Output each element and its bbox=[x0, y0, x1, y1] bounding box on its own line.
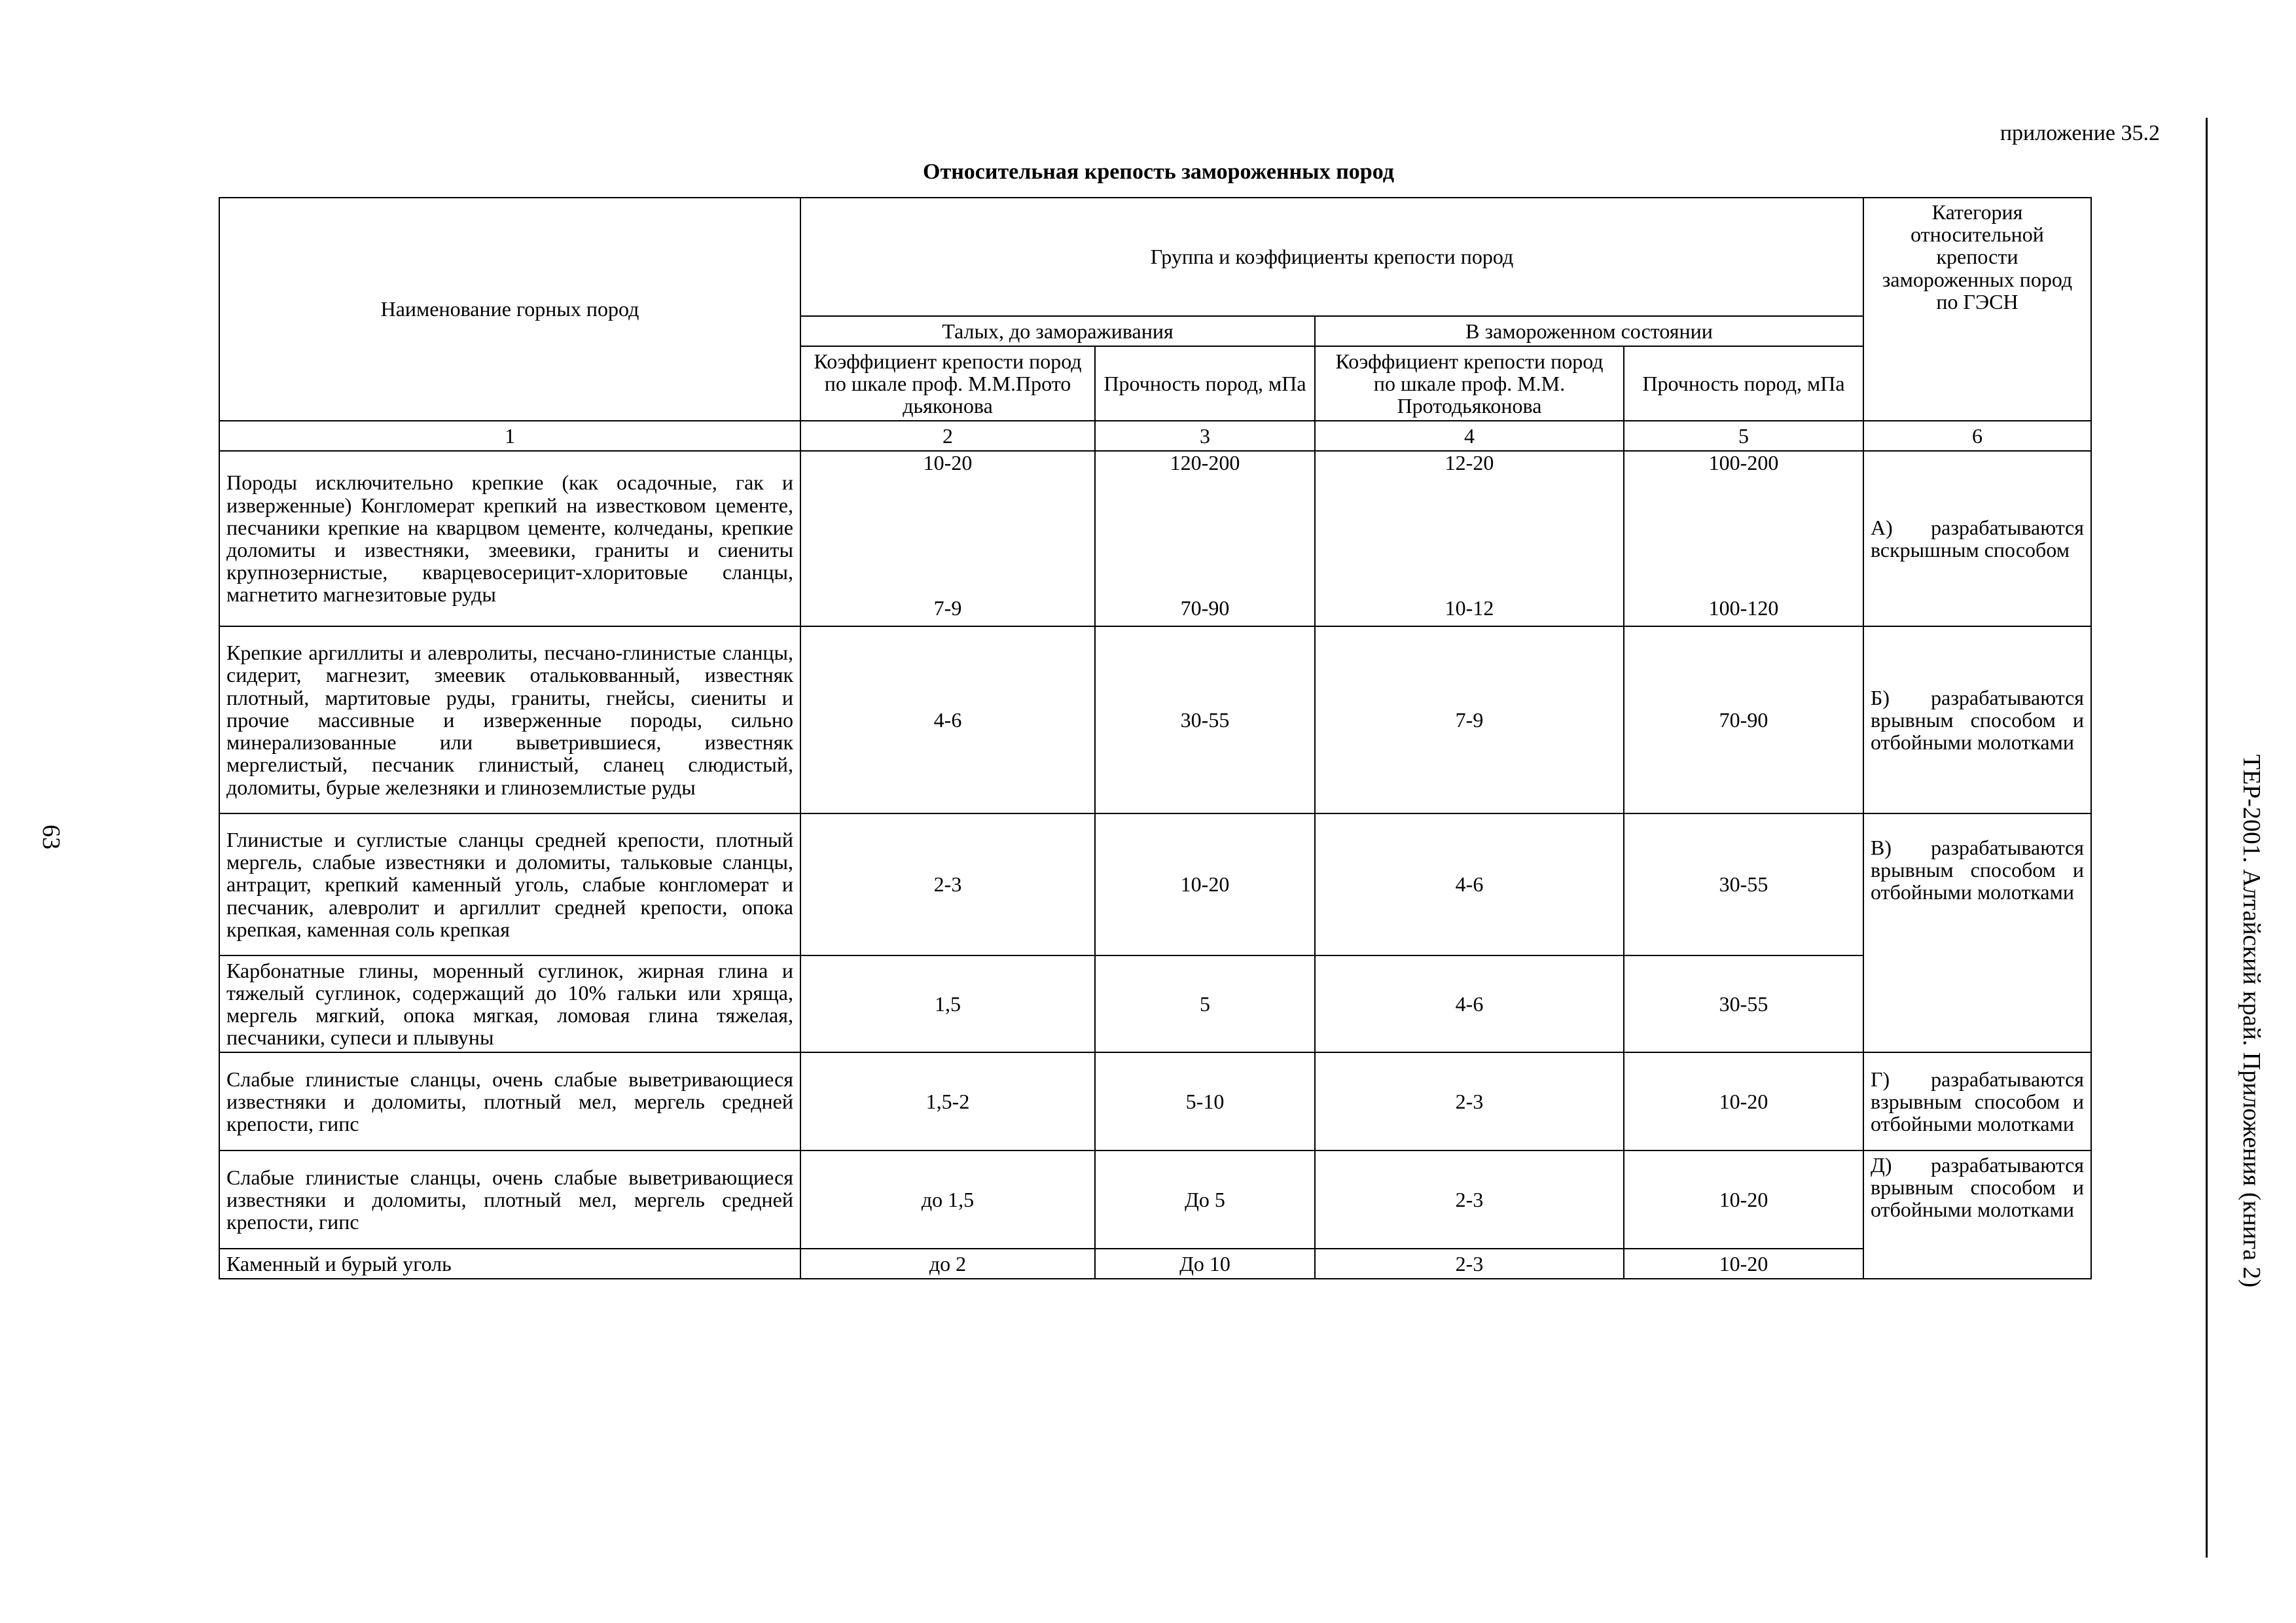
column-number: 1 bbox=[219, 421, 800, 451]
value-bottom: 10-12 bbox=[1444, 596, 1494, 620]
frozen-coefficient-cell bbox=[1315, 451, 1624, 626]
column-number: 6 bbox=[1863, 421, 2091, 451]
side-divider bbox=[2206, 118, 2208, 1558]
thawed-coefficient-cell: 2-3 bbox=[800, 813, 1095, 955]
rock-name-cell: Каменный и бурый уголь bbox=[219, 1249, 800, 1279]
category-cell: Б) разрабатываются врывным способом и отбойными молотками bbox=[1863, 626, 2091, 813]
frozen-strength-cell: 30-55 bbox=[1624, 955, 1863, 1052]
header-thawed-strength: Прочность пород, мПа bbox=[1095, 346, 1315, 421]
appendix-label: приложение 35.2 bbox=[2000, 121, 2160, 145]
column-number: 4 bbox=[1315, 421, 1624, 451]
category-cell: В) разрабатываются врывным способом и отбойными молотками bbox=[1863, 813, 2091, 1052]
frozen-strength-cell: 10-20 bbox=[1624, 1150, 1863, 1249]
header-frozen-strength: Прочность пород, мПа bbox=[1624, 346, 1863, 421]
value-bottom: 70-90 bbox=[1180, 596, 1230, 620]
value-bottom: 7-9 bbox=[933, 596, 962, 620]
value-top: 12-20 bbox=[1444, 451, 1494, 474]
header-group: Группа и коэффициенты крепости пород bbox=[800, 198, 1863, 316]
table-row bbox=[219, 955, 2091, 1052]
header-thawed: Талых, до замораживания bbox=[800, 316, 1315, 346]
thawed-strength-cell: 10-20 bbox=[1095, 813, 1315, 955]
table-row bbox=[219, 1052, 2091, 1150]
frozen-strength-cell: 30-55 bbox=[1624, 813, 1863, 955]
table-row bbox=[219, 1249, 2091, 1279]
rock-strength-table bbox=[219, 197, 2092, 1279]
rock-name-cell: Слабые глинистые сланцы, очень слабые выветривающиеся известняки и доломиты, плотный мел, мергель средней крепости, гипс bbox=[219, 1150, 800, 1249]
frozen-coefficient-cell: 2-3 bbox=[1315, 1052, 1624, 1150]
column-number: 3 bbox=[1095, 421, 1315, 451]
category-cell: А) разрабатываются вскрышным способом bbox=[1863, 451, 2091, 626]
rock-name-cell: Слабые глинистые сланцы, очень слабые выветривающиеся известняки и доломиты, плотный мел, мергель средней крепости, гипс bbox=[219, 1052, 800, 1150]
frozen-coefficient-cell: 2-3 bbox=[1315, 1150, 1624, 1249]
frozen-strength-cell: 10-20 bbox=[1624, 1052, 1863, 1150]
thawed-strength-cell: До 5 bbox=[1095, 1150, 1315, 1249]
header-frozen: В замороженном состоянии bbox=[1315, 316, 1863, 346]
header-frozen-coefficient: Коэффициент крепости пород по шкале проф. М.М. Протодьяконова bbox=[1315, 346, 1624, 421]
frozen-strength-cell: 70-90 bbox=[1624, 626, 1863, 813]
value-bottom: 100-120 bbox=[1708, 596, 1779, 620]
rock-name-cell: Крепкие аргиллиты и алевролиты, песчано-глинистые сланцы, сидерит, магнезит, змеевик отальковванный, известняк плотный, мартитовые руды, граниты, гнейсы, сиениты и прочие массивные и изверженные породы, сильно минерализованные или выветрившиеся, известняк мергелистый, песчаник глинистый, сланец слюдистый, доломиты, бурые железняки и глиноземлистые руды bbox=[219, 626, 800, 813]
rock-name-cell: Глинистые и суглистые сланцы средней крепости, плотный мергель, слабые известняки и доломиты, тальковые сланцы, антрацит, крепкий каменный уголь, слабые конгломерат и песчаник, алевролит и аргиллит средней крепости, опока крепкая, каменная соль крепкая bbox=[219, 813, 800, 955]
thawed-coefficient-cell: до 1,5 bbox=[800, 1150, 1095, 1249]
table-row bbox=[219, 813, 2091, 955]
category-cell: Г) разрабатываются взрывным способом и отбойными молотками bbox=[1863, 1052, 2091, 1150]
frozen-strength-cell: 10-20 bbox=[1624, 1249, 1863, 1279]
table-title: Относительная крепость замороженных пород bbox=[923, 160, 1394, 184]
header-category: Категория относительной крепости замороженных пород по ГЭСН bbox=[1863, 198, 2091, 421]
header-thawed-coefficient: Коэффициент крепости пород по шкале проф. М.М.Прото дьяконова bbox=[800, 346, 1095, 421]
thawed-strength-cell: До 10 bbox=[1095, 1249, 1315, 1279]
page-number: 63 bbox=[37, 825, 65, 849]
thawed-coefficient-cell: 1,5 bbox=[800, 955, 1095, 1052]
frozen-strength-cell bbox=[1624, 451, 1863, 626]
value-top: 100-200 bbox=[1708, 451, 1779, 474]
frozen-coefficient-cell: 4-6 bbox=[1315, 813, 1624, 955]
value-top: 10-20 bbox=[923, 451, 973, 474]
rock-name-cell: Породы исключительно крепкие (как осадочные, гак и изверженные) Конгломерат крепкий на известковом цементе, песчаники крепкие на кварцвом цементе, колчеданы, крепкие доломиты и известняки, змеевики, граниты и сиениты крупнозернистые, кварцевосерицит-хлоритовые сланцы, магнетито магнезитовые руды bbox=[219, 451, 800, 626]
thawed-strength-cell: 30-55 bbox=[1095, 626, 1315, 813]
thawed-coefficient-cell: до 2 bbox=[800, 1249, 1095, 1279]
frozen-coefficient-cell: 7-9 bbox=[1315, 626, 1624, 813]
value-top: 120-200 bbox=[1170, 451, 1240, 474]
table-row bbox=[219, 1150, 2091, 1249]
table-row bbox=[219, 451, 2091, 626]
column-number: 5 bbox=[1624, 421, 1863, 451]
side-document-title: ТЕР-2001. Алтайский край. Приложения (книга 2) bbox=[2238, 754, 2265, 1288]
category-cell: Д) разрабатываются врывным способом и отбойными молотками bbox=[1863, 1150, 2091, 1279]
thawed-coefficient-cell: 4-6 bbox=[800, 626, 1095, 813]
thawed-coefficient-cell bbox=[800, 451, 1095, 626]
thawed-strength-cell bbox=[1095, 451, 1315, 626]
rock-name-cell: Карбонатные глины, моренный суглинок, жирная глина и тяжелый суглинок, содержащий до 10% гальки или хряща, мергель мягкий, опока мягкая, ломовая глина тяжелая, песчаники, супеси и плывуны bbox=[219, 955, 800, 1052]
thawed-strength-cell: 5 bbox=[1095, 955, 1315, 1052]
header-rock-name: Наименование горных пород bbox=[219, 198, 800, 421]
frozen-coefficient-cell: 2-3 bbox=[1315, 1249, 1624, 1279]
thawed-strength-cell: 5-10 bbox=[1095, 1052, 1315, 1150]
frozen-coefficient-cell: 4-6 bbox=[1315, 955, 1624, 1052]
table-row bbox=[219, 626, 2091, 813]
column-number: 2 bbox=[800, 421, 1095, 451]
thawed-coefficient-cell: 1,5-2 bbox=[800, 1052, 1095, 1150]
